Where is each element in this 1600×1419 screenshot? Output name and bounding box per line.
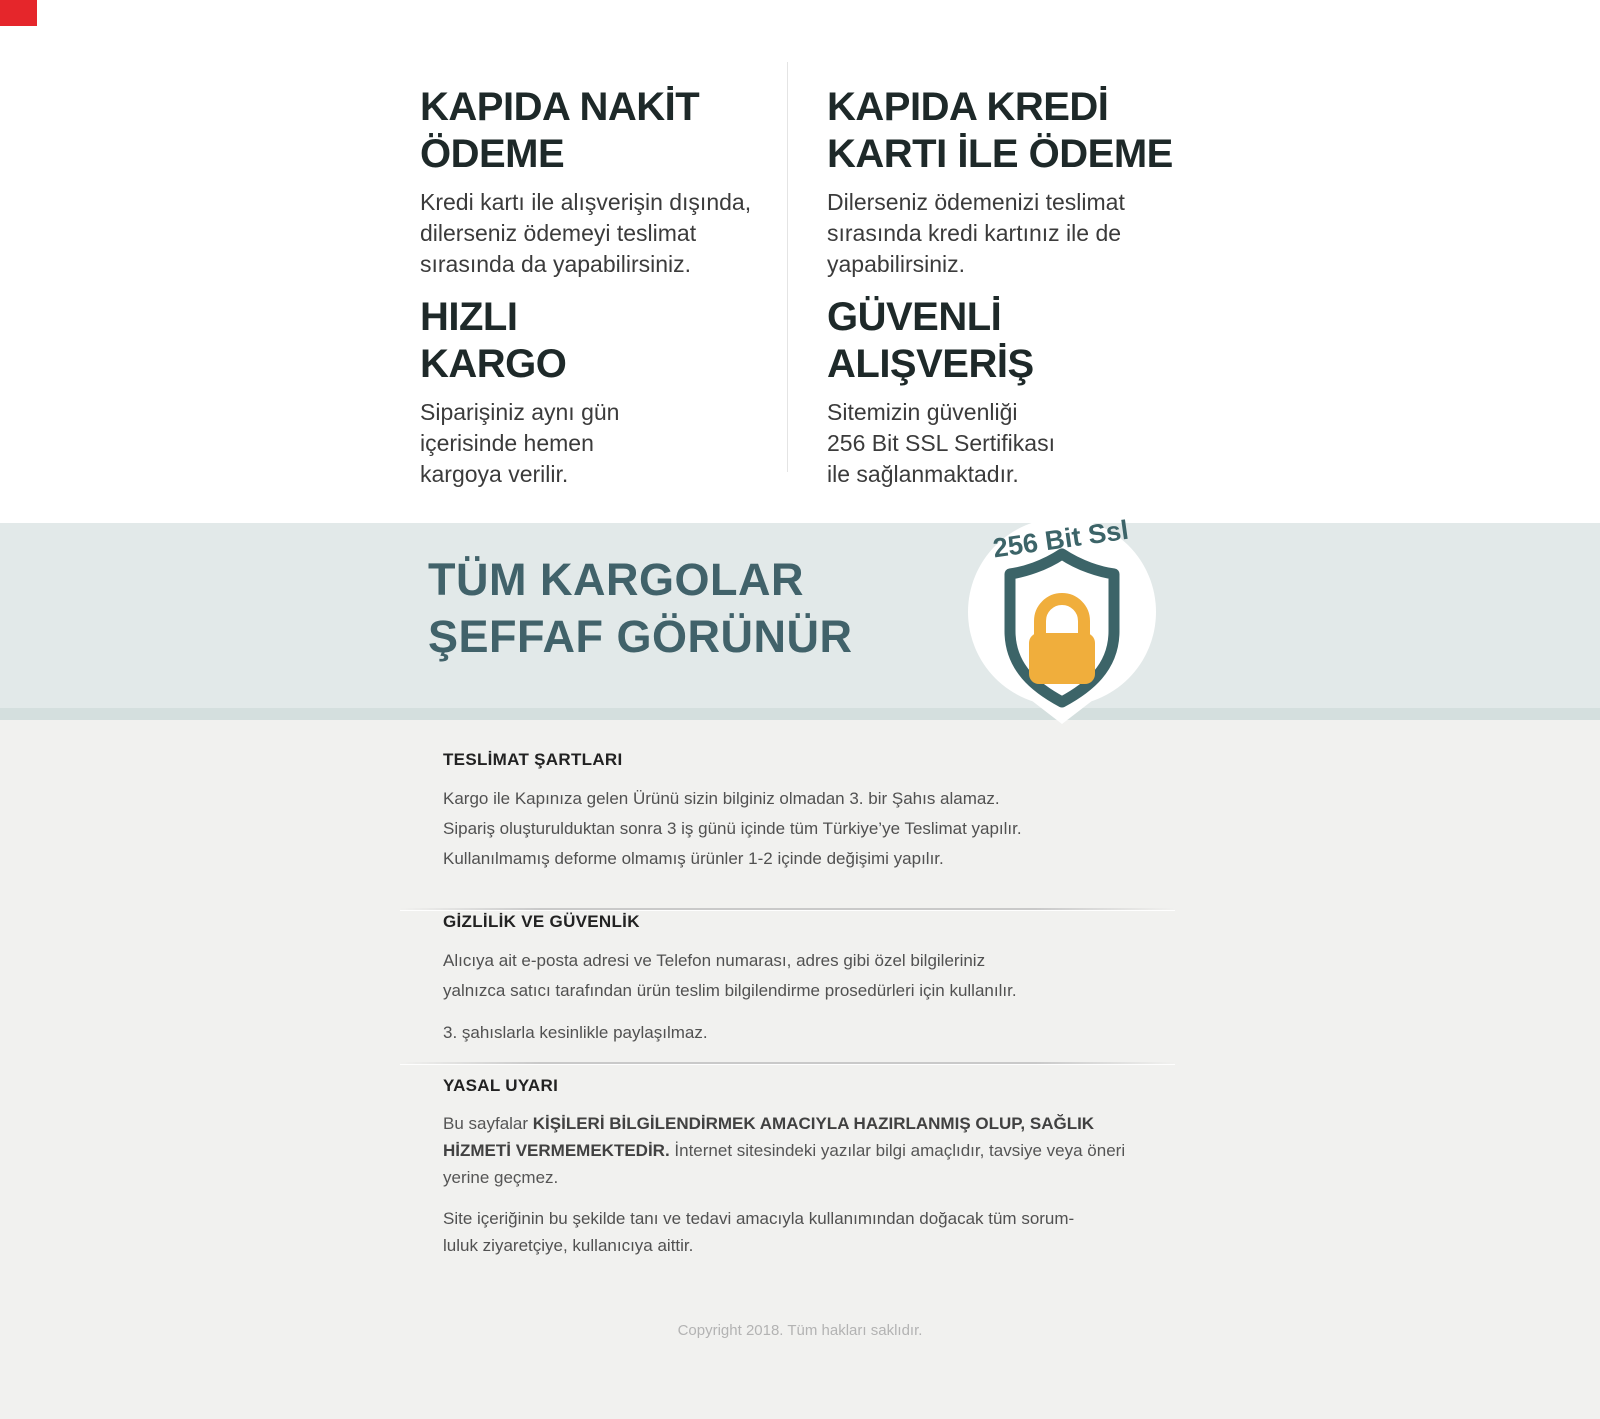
features-section <box>0 0 1600 517</box>
banner-bottom-strip <box>0 708 1600 720</box>
feature-body: Kredi kartı ile alışverişin dışında, dilerseniz ödemeyi teslimat sırasında da yapabilirsiniz. <box>420 189 752 277</box>
section-divider <box>400 908 1175 910</box>
ssl-badge-label: 256 Bit Ssl <box>991 514 1131 564</box>
legal-paragraph-2: Site içeriğinin bu şekilde tanı ve tedavi amacıyla kullanımından doğacak tüm sorum- luluk ziyaretçiye, kullanıcıya aittir. <box>443 1209 1075 1255</box>
gizlilik-line: yalnızca satıcı tarafından ürün teslim bilgilendirme prosedürleri için kullanılır. <box>443 981 1017 1000</box>
yasal-uyari-block <box>443 1076 1148 1259</box>
shipping-banner <box>0 514 1600 720</box>
feature-body: Siparişiniz aynı gün içerisinde hemen kargoya verilir. <box>420 399 620 487</box>
section-heading: TESLİMAT ŞARTLARI <box>443 750 623 769</box>
legal-paragraph: Bu sayfalar KİŞİLERİ BİLGİLENDİRMEK AMACIYLA HAZIRLANMIŞ OLUP, SAĞLIK HİZMETİ VERMEMEKTEDİR. İnternet sitesindeki yazılar bilgi amaçlıdır, tavsiye veya öneri yerine geçmez. <box>443 1114 1126 1187</box>
feature-title: KAPIDA NAKİT ÖDEME <box>420 85 700 176</box>
feature-kapida-kredi-karti <box>827 84 1187 280</box>
feature-body: Sitemizin güvenliği 256 Bit SSL Sertifikası ile sağlanmaktadır. <box>827 399 1055 487</box>
gizlilik-note: 3. şahıslarla kesinlikle paylaşılmaz. <box>443 1023 708 1042</box>
banner-title: TÜM KARGOLAR ŞEFFAF GÖRÜNÜR <box>428 554 853 662</box>
teslimat-sartlari-block <box>443 750 1148 874</box>
section-heading: GİZLİLİK VE GÜVENLİK <box>443 912 640 931</box>
teslimat-line: Kargo ile Kapınıza gelen Ürünü sizin bilginiz olmadan 3. bir Şahıs alamaz. <box>443 789 1000 808</box>
gizlilik-line: Alıcıya ait e-posta adresi ve Telefon numarası, adres gibi özel bilgileriniz <box>443 951 986 970</box>
feature-kapida-nakit-odeme <box>420 84 780 280</box>
feature-body: Dilerseniz ödemenizi teslimat sırasında kredi kartınız ile de yapabilirsiniz. <box>827 189 1125 277</box>
legal-caps-text: KİŞİLERİ BİLGİLENDİRMEK AMACIYLA HAZIRLANMIŞ OLUP, SAĞLIK HİZMETİ VERMEMEKTEDİR. <box>443 1114 1095 1160</box>
teslimat-line: Sipariş oluşturulduktan sonra 3 iş günü içinde tüm Türkiye’ye Teslimat yapılır. <box>443 819 1022 838</box>
ssl-badge <box>960 512 1164 724</box>
teslimat-line: Kullanılmamış deforme olmamış ürünler 1-2 içinde değişimi yapılır. <box>443 849 944 868</box>
gizlilik-guvenlik-block <box>443 912 1148 1048</box>
feature-guvenli-alisveris <box>827 294 1187 490</box>
feature-title: KAPIDA KREDİ KARTI İLE ÖDEME <box>827 85 1173 176</box>
section-heading: YASAL UYARI <box>443 1076 559 1095</box>
feature-title: HIZLI KARGO <box>420 295 567 386</box>
copyright-text: Copyright 2018. Tüm hakları saklıdır. <box>677 1322 923 1339</box>
feature-hizli-kargo <box>420 294 780 490</box>
section-divider <box>400 1062 1175 1064</box>
column-divider <box>787 62 788 472</box>
feature-title: GÜVENLİ ALIŞVERİŞ <box>827 295 1034 386</box>
info-section <box>0 720 1600 1419</box>
